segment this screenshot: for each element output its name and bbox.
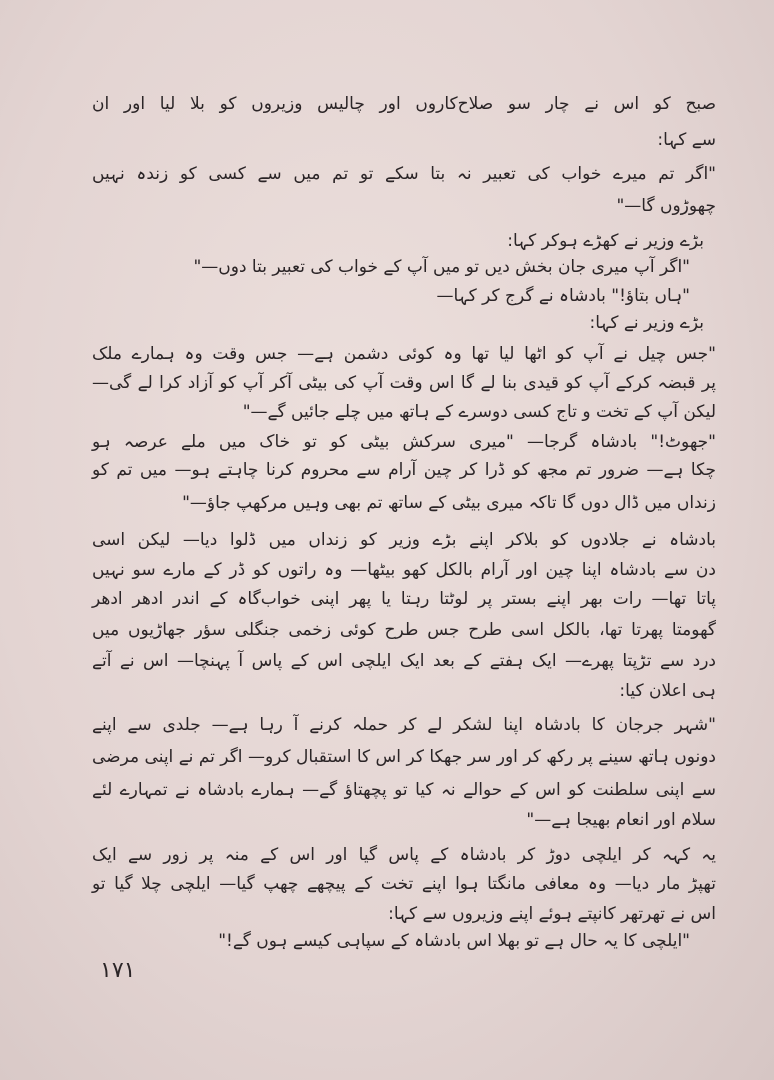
text-line: پر قبضہ کرکے آپ کو قیدی بنا لے گا اس وقت آپ کی بیٹی آکر آپ کو آزاد کرا لے گی— bbox=[92, 373, 716, 393]
text-line: "شہر جرجان کا بادشاہ اپنا لشکر لے کر حملہ کرنے آ رہا ہے— جلدی سے اپنے bbox=[92, 715, 716, 735]
text-line: تھپڑ مار دیا— وہ معافی مانگتا ہوا اپنے تخت کے پیچھے چھپ گیا— ایلچی چلا گیا تو bbox=[92, 874, 716, 894]
text-line: اس نے تھرتھر کانپتے ہوئے اپنے وزیروں سے کہا: bbox=[388, 904, 716, 924]
text-line: "ہاں بتاؤ!" بادشاہ نے گرج کر کہا— bbox=[436, 286, 690, 306]
text-line: بادشاہ نے جلادوں کو بلاکر اپنے بڑے وزیر کو زنداں میں ڈلوا دیا— لیکن اسی bbox=[92, 530, 716, 550]
text-line: لیکن آپ کے تخت و تاج کسی دوسرے کے ہاتھ میں چلے جائیں گے—" bbox=[242, 402, 716, 422]
text-line: ہی اعلان کیا: bbox=[619, 681, 716, 701]
text-line: چھوڑوں گا—" bbox=[616, 196, 716, 216]
text-line: سے اپنی سلطنت کو اس کے حوالے نہ کیا تو پچھتاؤ گے— ہمارے بادشاہ نے تمہارے لئے bbox=[92, 780, 716, 800]
text-line: "ایلچی کا یہ حال ہے تو بھلا اس بادشاہ کے سپاہی کیسے ہوں گے!" bbox=[218, 931, 690, 951]
text-line: یہ کہہ کر ایلچی دوڑ کر بادشاہ کے پاس گیا اور اس کے منہ پر زور سے ایک bbox=[92, 845, 716, 865]
text-line: دن سے بادشاہ اپنا چین اور آرام بالکل کھو بیٹھا— وہ راتوں کو ڈر کے مارے سو نہیں bbox=[92, 560, 716, 580]
page-number: ۱۷۱ bbox=[100, 958, 136, 983]
text-line: بڑے وزیر نے کہا: bbox=[589, 313, 704, 333]
text-line: "اگر آپ میری جان بخش دیں تو میں آپ کے خواب کی تعبیر بتا دوں—" bbox=[193, 257, 690, 277]
text-line: صبح کو اس نے چار سو صلاح‌کاروں اور چالیس وزیروں کو بلا لیا اور ان bbox=[92, 94, 716, 114]
text-line: "اگر تم میرے خواب کی تعبیر نہ بتا سکے تو تم میں سے کسی کو زندہ نہیں bbox=[92, 164, 716, 184]
text-line: سے کہا: bbox=[657, 130, 716, 150]
text-line: بڑے وزیر نے کھڑے ہوکر کہا: bbox=[507, 231, 704, 251]
text-line: زنداں میں ڈال دوں گا تاکہ میری بیٹی کے ساتھ تم بھی وہیں مرکھپ جاؤ—" bbox=[182, 493, 716, 513]
text-line: چکا ہے— ضرور تم مجھ کو ڈرا کر چین آرام سے محروم کرنا چاہتے ہو— میں تم کو bbox=[92, 460, 716, 480]
text-line: سلام اور انعام بھیجا ہے—" bbox=[526, 810, 716, 830]
text-line: پاتا تھا— رات بھر اپنے بستر پر لوٹتا رہتا یا پھر اپنی خواب‌گاہ کے اندر ادھر ادھر bbox=[92, 589, 716, 609]
text-line: "جس چیل نے آپ کو اٹھا لیا تھا وہ کوئی دشمن ہے— جس وقت وہ ہمارے ملک bbox=[92, 344, 716, 364]
text-line: درد سے تڑپتا پھرے— ایک ہفتے کے بعد ایک ایلچی اس کے پاس آ پہنچا— اس نے آتے bbox=[92, 651, 716, 671]
text-line: گھومتا پھرتا تھا، بالکل اسی طرح جس طرح کوئی زخمی جنگلی سؤر جھاڑیوں میں bbox=[92, 620, 716, 640]
text-line: "جھوٹ!" بادشاہ گرجا— "میری سرکش بیٹی کو تو خاک میں ملے عرصہ ہو bbox=[92, 432, 716, 452]
text-line: دونوں ہاتھ سینے پر رکھ کر اور سر جھکا کر اس کا استقبال کرو— اگر تم نے اپنی مرضی bbox=[92, 747, 716, 767]
